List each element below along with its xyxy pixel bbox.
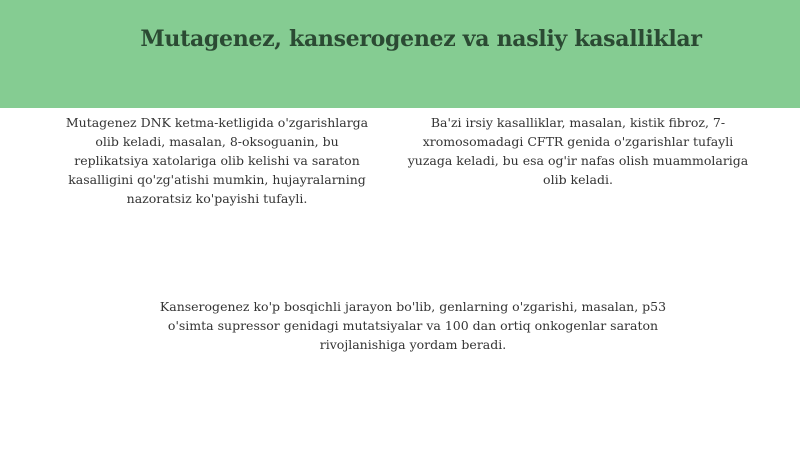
text-block-hereditary-diseases: Ba'zi irsiy kasalliklar, masalan, kistik fibroz, 7-xromosomadagi CFTR genida o'zgarishlar tufayli yuzaga keladi, bu esa og'ir nafas olish muammolariga olib keladi. — [407, 115, 749, 187]
title-banner — [0, 0, 800, 108]
slide-title: Mutagenez, kanserogenez va nasliy kasalliklar — [140, 26, 702, 52]
text-block-mutagenesis: Mutagenez DNK ketma-ketligida o'zgarishlarga olib keladi, masalan, 8-oksoguanin, bu replikatsiya xatolariga olib kelishi va saraton kasalligini qo'zg'atishi mumkin, hujayralarning nazoratsiz ko'payishi tufayli. — [65, 115, 369, 206]
text-block-carcinogenesis: Kanserogenez ko'p bosqichli jarayon bo'lib, genlarning o'zgarishi, masalan, p53 o'simta supressor genidagi mutatsiyalar va 100 dan ortiq onkogenlar saraton rivojlanishiga yordam beradi. — [159, 299, 667, 352]
